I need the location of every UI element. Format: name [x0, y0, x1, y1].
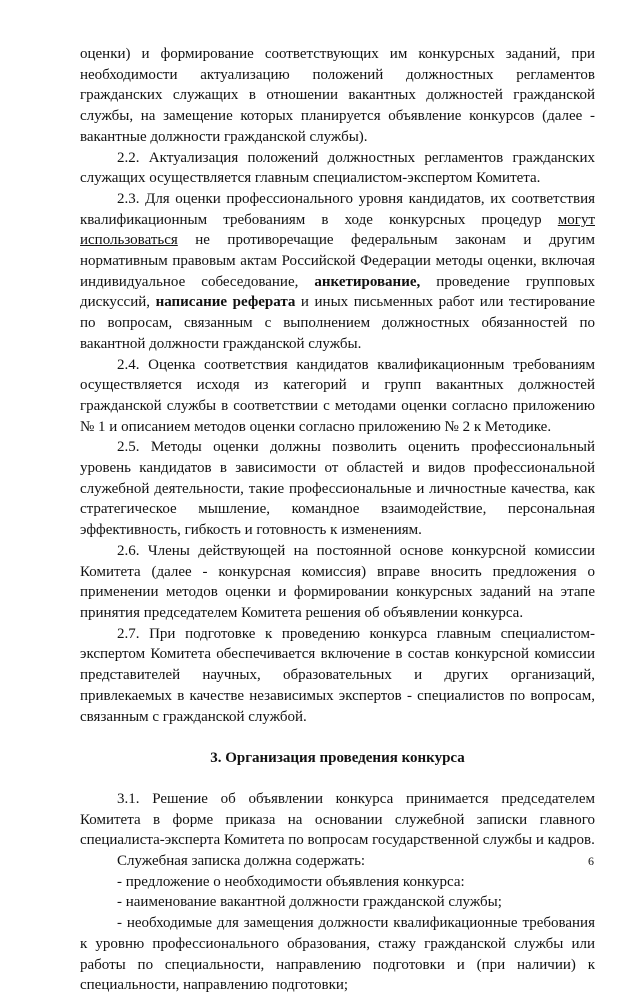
paragraph-2-5: 2.5. Методы оценки должны позволить оценить профессиональный уровень кандидатов в зависимости от областей и видов профессиональной служебной деятельности, такие профессиональные и личностные качества, как стратегическое мышление, командное взаимодействие, персональная эффективность, гибкость и готовность к изменениям.: [80, 439, 595, 539]
bold-phrase-essay: написание реферата: [155, 294, 296, 311]
paragraph-2-3-text-4: и иных письменных работ или тестирование по вопросам, связанным с выполнением должностных обязанностей по вакантной должности гражданской службы.: [80, 294, 595, 352]
page-number: 6: [588, 854, 594, 868]
paragraph-2-3-text-3: проведение групповых дискуссий,: [80, 273, 595, 311]
list-item: - предложение о необходимости объявления конкурса:: [117, 873, 465, 890]
paragraph-2-4: 2.4. Оценка соответствия кандидатов квалификационным требованиям осуществляется исходя из категорий и групп вакантных должностей гражданской службы в соответствии с методами оценки согласно приложению № 1 и описанием методов оценки согласно приложению № 2 к Методике.: [80, 356, 595, 435]
underlined-phrase: могут использоваться: [80, 211, 595, 249]
paragraph-2-3: [80, 189, 595, 355]
memo-intro: Служебная записка должна содержать:: [117, 853, 366, 870]
paragraph-3-1: 3.1. Решение об объявлении конкурса принимается председателем Комитета в форме приказа на основании служебной записки главного специалиста-эксперта Комитета по вопросам государственной службы и кадров.: [80, 790, 595, 849]
page-body: [80, 44, 595, 996]
section-3-heading: 3. Организация проведения конкурса: [210, 750, 465, 767]
list-item: - наименование вакантной должности гражданской службы;: [117, 894, 502, 911]
bold-phrase-questionnaire: анкетирование,: [314, 273, 421, 290]
paragraph-2-2: 2.2. Актуализация положений должностных регламентов гражданских служащих осуществляется главным специалистом-экспертом Комитета.: [80, 149, 595, 187]
list-item: - необходимые для замещения должности квалификационные требования к уровню профессионального образования, стажу гражданской службы или работы по специальности, направлению подготовки и (при наличии) к специальности, направлению подготовки;: [80, 915, 595, 994]
paragraph-2-6: 2.6. Члены действующей на постоянной основе конкурсной комиссии Комитета (далее - конкурсная комиссия) вправе вносить предложения о применении методов оценки и формировании конкурсных заданий на этапе принятия председателем Комитета решения об объявлении конкурса.: [80, 542, 595, 621]
paragraph-2-3-text-1: 2.3. Для оценки профессионального уровня кандидатов, их соответствия квалификационным требованиям в ходе конкурсных процедур: [80, 190, 595, 228]
paragraph-2-3-text-2: не противоречащие федеральным законам и другим нормативным правовым актам Российской Федерации методы оценки, включая индивидуальное собеседование,: [80, 232, 595, 290]
paragraph-continuation: оценки) и формирование соответствующих им конкурсных заданий, при необходимости актуализацию положений должностных регламентов гражданских служащих в отношении вакантных должностей гражданской службы, на замещение которых планируется объявление конкурсов (далее - вакантные должности гражданской службы).: [80, 46, 595, 145]
paragraph-2-7: 2.7. При подготовке к проведению конкурса главным специалистом-экспертом Комитета обеспечивается включение в состав конкурсной комиссии представителей научных, образовательных и других организаций, привлекаемых в качестве независимых экспертов - специалистов по вопросам, связанным с гражданской службой.: [80, 625, 595, 725]
